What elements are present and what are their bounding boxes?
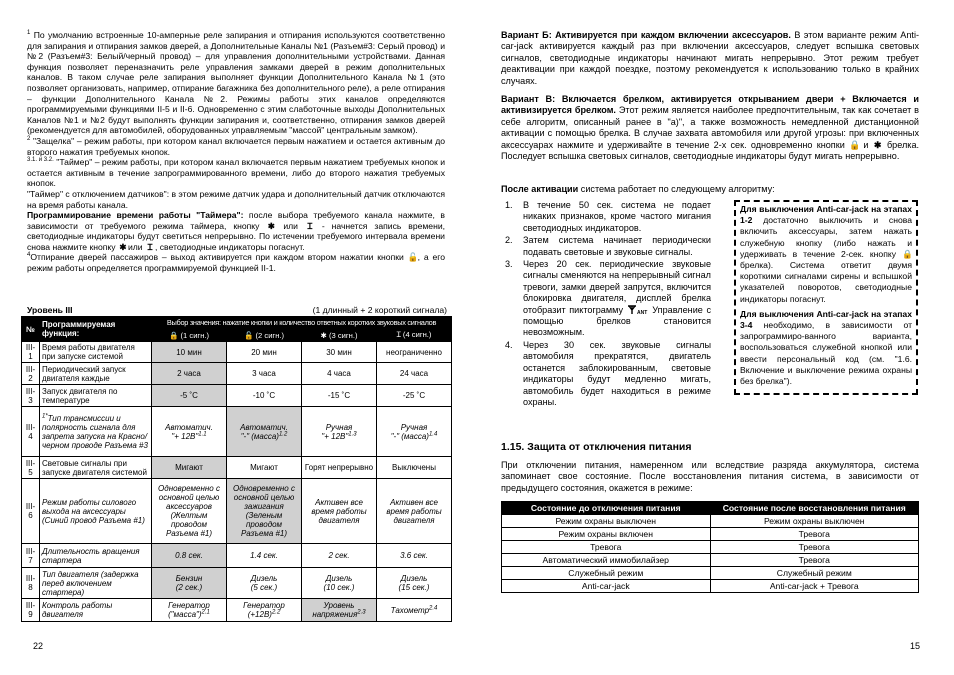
star-icon: ✱ [873,139,882,150]
table-row: III-4 $^{1*}$Тип трансмиссии и полярность сигнала для запрета запуска на Красно/черном проводе Разъема #3 Автоматич. "+ 12В"$^{1.1}$ Автоматич. "-" (масса)$^{1.2}$ Ручная "+ 12В"$^{1.3}$ Ручная "-" (масса)$^{1.4}$ [22,407,452,457]
table-row: III-8 Тип двигателя (задержка перед включением стартера) Бензин (2 сек.) Дизель (5 сек.) Дизель (10 сек.) Дизель (15 сек.) [22,568,452,599]
table-row: Режим охраны включен Тревога [502,528,919,541]
header-col-3: ✱ (3 сигн.) [302,329,377,342]
list-item: 3. Через 20 сек. периодические звуковые сигналы сменяются на непрерывный сигнал тревоги, замки дверей запрутся, включится блокировка двигателя, дисплей брелка отобразит пиктограмму ANT Управление с помощью брелков становится невозможным. [505,259,711,338]
star-icon: ✱ [119,241,127,252]
aux-icon: Ɪ [147,241,153,252]
table-row: Anti-car-jack Anti-car-jack + Тревога [502,580,919,593]
table-row: III-6 Режим работы силового выхода на аксессуары (Синий провод Разъема #1) Одновременно с основной целью аксессуаров (Желтым проводом Разъема #1) Одновременно с основной целью зажигания (Зеленым проводом Разъема #1) Активен все время работы двигателя Активен все время работы двигателя [22,479,452,544]
footnotes [27,30,445,274]
table-row: Автоматический иммобилайзер Тревога [502,554,919,567]
unlock-icon: 🔓 [407,252,419,263]
aux-icon: Ɪ [307,220,313,231]
header-select: Выбор значения: нажатие кнопки и количество ответных коротких звуковых сигналов [152,317,452,329]
list-item: 1. В течение 50 сек. система не подает никаких признаков, кроме частого мигания светодиодных индикаторов. [505,200,711,233]
lock-icon: 🔒 [168,330,179,340]
footnote-3-1: $^{3.1. и 3.2.}$ "Таймер" – режим работы, при котором канал включается первым нажатием требуемых кнопок и остается активным в течение запрограммированного времени, либо до второго нажатия требуемых кнопок. [27,157,446,189]
list-item: 4. Через 30 сек. звуковые сигналы автомобиля прекратятся, двигатель останется заблокированным, световые индикаторы будут медленно мигать, автомобиль будет находиться в режиме охраны. [505,339,711,407]
header-num: № [22,317,40,342]
table-header [22,317,452,329]
section-title: 1.15. Защита от отключения питания [501,441,692,453]
variant-v: Вариант В: Включается брелком, активируется открыванием двери + Включается и активизируется брелком. Этот режим является наиболее предпочтительным, так как сочетает в себе алгоритм, описанный ранее в "а)", а также возможность немедленной дистанционной активации с помощью брелка. В случае захвата автомобиля или другой угрозы: при включенных аксессуарах нажмите и удерживайте в течение 2-х сек. одновременно кнопки 🔒 и ✱ брелка. Последует вспышка световых сигналов, светодиодные индикаторы будут мигать непрерывно. [501,94,920,162]
footnote-1: $^1$ По умолчанию встроенные 10-амперные реле запирания и отпирания используются соответственно для запирания и отпирания замков дверей, а Дополнительные Каналы №1 (Разъем#3: Серый провод) и №2 (Разъем#3: Белый/черный провод) – для управления дополнительными устройствами. Данная функция позволяет переназначить реле управления замками дверей в режим дополнительных каналов. В таком случае реле запирания выполняет функции Дополнительного Канала №1 (это позволяет организовать, например, отпирание багажника без дополнительного реле), а реле отпирания – функции Дополнительного Канала №2. Режимы работы этих каналов определяются программируемыми функциями II-5 и II-6. Одновременно с этим слаботочные выходы Дополнительных Каналов №1 и №2 будут выполнять функции запирания и, соответственно, отпирания замков дверей (рекомендуется для автомобилей, оборудованных управляемым "массой" центральным замком). [27,30,446,136]
antenna-label: ANT [636,310,647,316]
footnote-4: $^4$Отпирание дверей пассажиров – выход активируется при каждом втором нажатии кнопки 🔓, а его режим работы определяется программируемой функцией II-1. [27,252,445,274]
aux-icon: Ɪ [396,330,401,339]
after-activation: После активации система работает по следующему алгоритму: [501,184,775,194]
table-row: III-9 Контроль работы двигателя Генератор ("масса")$^{2.1}$ Генератор $(+12В)^{2.2}$ Уровень напряжения$^{2.3}$ Тахометр$^{2.4}$ [22,599,452,622]
state-table [501,501,919,593]
right-page [477,0,954,675]
lock-icon: 🔒 [902,248,913,259]
table-row: III-7 Длительность вращения стартера 0.8 сек. 1.4 сек. 2 сек. 3.6 сек. [22,544,452,568]
lock-icon: 🔒 [849,139,861,150]
star-icon: ✱ [267,220,275,231]
footnote-2: $^2$ "Защелка" – режим работы, при котором канал включается первым нажатием и остается активным до второго нажатия требуемых кнопок. [27,135,446,157]
table-note: (1 длинный + 2 короткий сигнала) [312,305,447,315]
header-col-4: Ɪ (4 сигн.) [377,329,452,342]
star-icon: ✱ [320,330,327,340]
header-col-2: 🔓 (2 сигн.) [227,329,302,342]
page-number-left: 22 [33,641,44,651]
table-row: Служебный режим Служебный режим [502,567,919,580]
antenna-icon [627,305,649,315]
footnote-3-2: "Таймер" с отключением датчиков": в этом режиме датчик удара и дополнительный датчик отключаются на время работы канала. [27,188,445,210]
table-row: Тревога Тревога [502,541,919,554]
table-title: Уровень III (1 длинный + 2 короткий сигнала) [27,305,447,315]
header-function: Программируемая функция: [40,317,152,342]
table-row: III-3 Запуск двигателя по температуре -5 ˚C -10 ˚C -15 ˚C -25 ˚C [22,385,452,407]
algorithm-list [501,200,711,409]
state-table-header: Состояние до отключения питания Состояние после восстановления питания [502,502,919,515]
unlock-icon: 🔓 [243,330,254,340]
disable-info-box: Для выключения Anti-car-jack на этапах 1-2 достаточно выключить и снова включить аксессуары, затем нажать служебную кнопку (либо нажать и удерживать в течение 2-сек. кнопку 🔒 брелка). Система ответит двумя короткими сигналами сирены и вспышкой указателей поворотов, светодиодные индикаторы погаснут. Для выключения Anti-car-jack на этапах 3-4 необходимо, в зависимости от запрограммиро-ванного варианта, воспользоваться служебной кнопкой или ввести персональный код (см. "1.6. Включение и выключение режима охраны без брелка"). [734,200,918,395]
table-row: Режим охраны выключен Режим охраны выключен [502,515,919,528]
timer-programming: Программирование времени работы "Таймера": после выбора требуемого канала нажмите, в зависимости от требуемого режима таймера, кнопку ✱ или Ɪ - начнется запись времени, светодиодные индикаторы будут светиться непрерывно. По истечении требуемого интервала времени снова нажмите кнопку ✱или Ɪ , светодиодные индикаторы погаснут. [27,210,446,252]
section-text: При отключении питания, намеренном или вследствие разряда аккумулятора, система запоминает свое состояние. После восстановления питания система, в зависимости от предыдущего состояния, окажется в режиме: [501,460,919,493]
table-row: III-2 Периодический запуск двигателя каждые 2 часа 3 часа 4 часа 24 часа [22,363,452,385]
variant-b: Вариант Б: Активируется при каждом включении аксессуаров. В этом варианте режим Anti-car-jack активируется каждый раз при включении аксессуаров, следует вспышка световых сигналов, светодиодные индикаторы начинают мигать непрерывно. Этот режим требует деактивации при каждой поездке, поэтому рекомендуется к использованию только в крайних случаях. [501,30,919,86]
list-item: 2. Затем система начинает периодически подавать световые и звуковые сигналы. [505,235,711,257]
header-col-1: 🔒 (1 сигн.) [152,329,227,342]
table-row: III-5 Световые сигналы при запуске двигателя системой Мигают Мигают Горят непрерывно Выключены [22,457,452,479]
page-number-right: 15 [909,641,920,651]
level-iii-table [21,316,452,622]
table-row: III-1 Время работы двигателя при запуске системой 10 мин 20 мин 30 мин неограниченно [22,342,452,363]
